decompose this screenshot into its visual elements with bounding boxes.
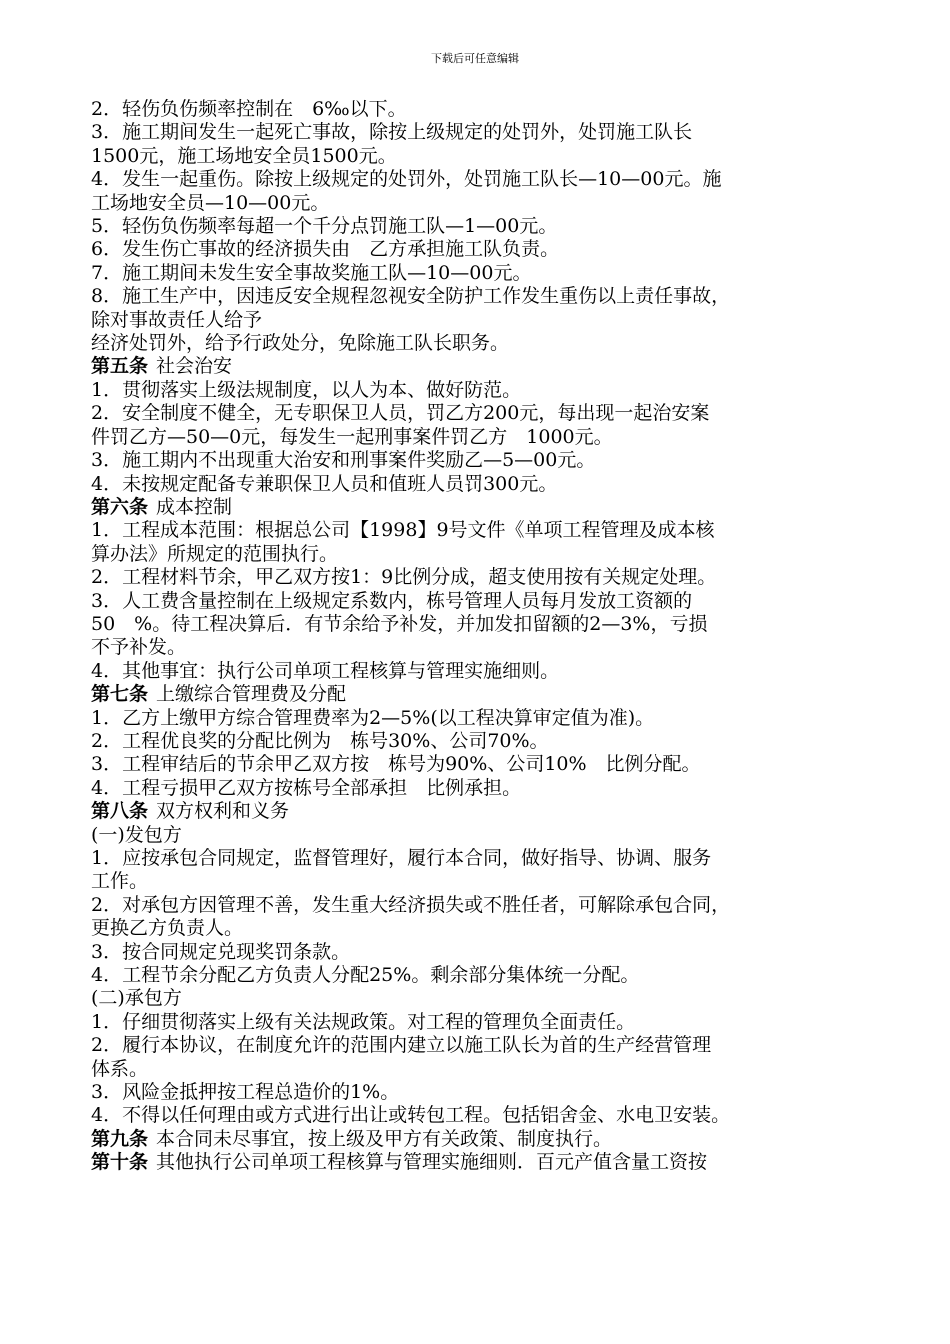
line-text: 3．人工费含量控制在上级规定系数内，栋号管理人员每月发放工资额的 xyxy=(91,589,693,612)
line-text: 4．不得以任何理由或方式进行出让或转包工程。包括铝舍金、水电卫安装。 xyxy=(91,1104,731,1127)
text-line xyxy=(91,824,891,847)
article-text: 本合同未尽事宜，按上级及甲方有关政策、制度执行。 xyxy=(156,1127,613,1150)
line-text: 3．施工期内不出现重大治安和刑事案件奖励乙—5—00元。 xyxy=(91,449,596,472)
article-heading-line xyxy=(91,1151,891,1174)
text-line xyxy=(91,636,891,659)
text-line xyxy=(91,870,891,893)
line-text: 1．贯彻落实上级法规制度，以人为本、做好防范。 xyxy=(91,378,522,401)
line-text: 2．工程材料节余，甲乙双方按1：9比例分成，超支使用按有关规定处理。 xyxy=(91,566,717,589)
article-heading-line xyxy=(91,1128,891,1151)
article-text: 双方权利和义务 xyxy=(156,800,290,823)
text-line xyxy=(91,215,891,238)
text-line xyxy=(91,847,891,870)
text-line xyxy=(91,449,891,472)
text-line xyxy=(91,1104,891,1127)
text-line xyxy=(91,1011,891,1034)
header-note: 下载后可任意编辑 xyxy=(431,52,519,65)
text-line xyxy=(91,98,891,121)
line-text: 更换乙方负责人。 xyxy=(91,917,244,940)
line-text: 50 %。待工程决算后．有节余给予补发，并加发扣留额的2—3%，亏损 xyxy=(91,612,708,635)
text-line xyxy=(91,168,891,191)
article-heading-line xyxy=(91,800,891,823)
text-line xyxy=(91,192,891,215)
line-text: 除对事故责任人给予 xyxy=(91,308,263,331)
line-text: 2．轻伤负伤频率控制在 6‰以下。 xyxy=(91,98,407,120)
article-text: 上缴综合管理费及分配 xyxy=(156,683,347,706)
line-text: 不予补发。 xyxy=(91,636,187,659)
text-line xyxy=(91,894,891,917)
text-line xyxy=(91,543,891,566)
line-text: 算办法》所规定的范围执行。 xyxy=(91,542,339,565)
line-text: 8．施工生产中，因违反安全规程忽视安全防护工作发生重伤以上责任事故， xyxy=(91,285,731,308)
text-line xyxy=(91,917,891,940)
line-text: 3．风险金抵押按工程总造价的1%。 xyxy=(91,1081,400,1104)
article-heading-line xyxy=(91,355,891,378)
text-line xyxy=(91,262,891,285)
article-number: 第六条 xyxy=(91,495,149,518)
line-text: 2．对承包方因管理不善，发生重大经济损失或不胜任者，可解除承包合同， xyxy=(91,893,731,916)
text-line xyxy=(91,964,891,987)
line-text: 3．施工期间发生一起死亡事故，除按上级规定的处罚外，处罚施工队长 xyxy=(91,121,693,144)
line-text: 工场地安全员—10—00元。 xyxy=(91,191,330,214)
article-number: 第十条 xyxy=(91,1151,149,1174)
text-line xyxy=(91,730,891,753)
article-number: 第五条 xyxy=(91,355,149,378)
article-text: 成本控制 xyxy=(156,495,233,518)
line-text: 2．履行本协议，在制度允许的范围内建立以施工队长为首的生产经营管理 xyxy=(91,1034,712,1057)
text-line xyxy=(91,1081,891,1104)
text-line xyxy=(91,519,891,542)
text-line xyxy=(91,566,891,589)
line-text: 2．安全制度不健全，无专职保卫人员，罚乙方200元，每出现一起治安案 xyxy=(91,402,710,425)
text-line xyxy=(91,145,891,168)
line-text: (二)承包方 xyxy=(91,987,182,1010)
text-line xyxy=(91,941,891,964)
line-text: 1500元，施工场地安全员1500元。 xyxy=(91,144,397,167)
line-text: 4．未按规定配备专兼职保卫人员和值班人员罚300元。 xyxy=(91,472,558,495)
article-number: 第九条 xyxy=(91,1127,149,1150)
line-text: 1．工程成本范围：根据总公司【1998】9号文件《单项工程管理及成本核 xyxy=(91,519,715,542)
text-line xyxy=(91,777,891,800)
text-line xyxy=(91,121,891,144)
line-text: 4．发生一起重伤。除按上级规定的处罚外，处罚施工队长—10—00元。施 xyxy=(91,168,722,191)
article-number: 第八条 xyxy=(91,800,149,823)
text-line xyxy=(91,332,891,355)
line-text: 工作。 xyxy=(91,870,149,893)
line-text: 件罚乙方—50—0元，每发生一起刑事案件罚乙方 1000元。 xyxy=(91,425,613,448)
document-body xyxy=(91,98,891,1175)
article-text: 社会治安 xyxy=(156,355,233,378)
line-text: 4．工程亏损甲乙双方按栋号全部承担 比例承担。 xyxy=(91,776,522,799)
line-text: 7．施工期间未发生安全事故奖施工队—10—00元。 xyxy=(91,261,532,284)
text-line xyxy=(91,426,891,449)
text-line xyxy=(91,285,891,308)
line-text: 3．工程审结后的节余甲乙双方按 栋号为90%、公司10% 比例分配。 xyxy=(91,753,701,776)
text-line xyxy=(91,987,891,1010)
line-text: 体系。 xyxy=(91,1057,149,1080)
line-text: 5．轻伤负伤频率每超一个千分点罚施工队—1—00元。 xyxy=(91,215,558,238)
text-line xyxy=(91,379,891,402)
text-line xyxy=(91,473,891,496)
text-line xyxy=(91,590,891,613)
text-line xyxy=(91,707,891,730)
text-line xyxy=(91,1058,891,1081)
article-text: 其他执行公司单项工程核算与管理实施细则．百元产值含量工资按 xyxy=(156,1151,708,1174)
text-line xyxy=(91,309,891,332)
line-text: 1．仔细贯彻落实上级有关法规政策。对工程的管理负全面责任。 xyxy=(91,1010,636,1033)
text-line xyxy=(91,660,891,683)
line-text: 经济处罚外，给予行政处分，免除施工队长职务。 xyxy=(91,332,510,355)
text-line xyxy=(91,238,891,261)
line-text: 2．工程优良奖的分配比例为 栋号30%、公司70%。 xyxy=(91,729,549,752)
article-heading-line xyxy=(91,683,891,706)
line-text: 4．工程节余分配乙方负责人分配25%。剩余部分集体统一分配。 xyxy=(91,964,640,987)
text-line xyxy=(91,1034,891,1057)
text-line xyxy=(91,613,891,636)
line-text: 1．应按承包合同规定，监督管理好，履行本合同，做好指导、协调、服务 xyxy=(91,847,712,869)
line-text: 4．其他事宜：执行公司单项工程核算与管理实施细则。 xyxy=(91,659,560,682)
line-text: 6．发生伤亡事故的经济损失由 乙方承担施工队负责。 xyxy=(91,238,560,261)
text-line xyxy=(91,402,891,425)
article-number: 第七条 xyxy=(91,683,149,706)
line-text: (一)发包方 xyxy=(91,823,182,846)
line-text: 3．按合同规定兑现奖罚条款。 xyxy=(91,940,351,963)
line-text: 1．乙方上缴甲方综合管理费率为2—5%(以工程决算审定值为准)。 xyxy=(91,706,655,729)
text-line xyxy=(91,753,891,776)
article-heading-line xyxy=(91,496,891,519)
